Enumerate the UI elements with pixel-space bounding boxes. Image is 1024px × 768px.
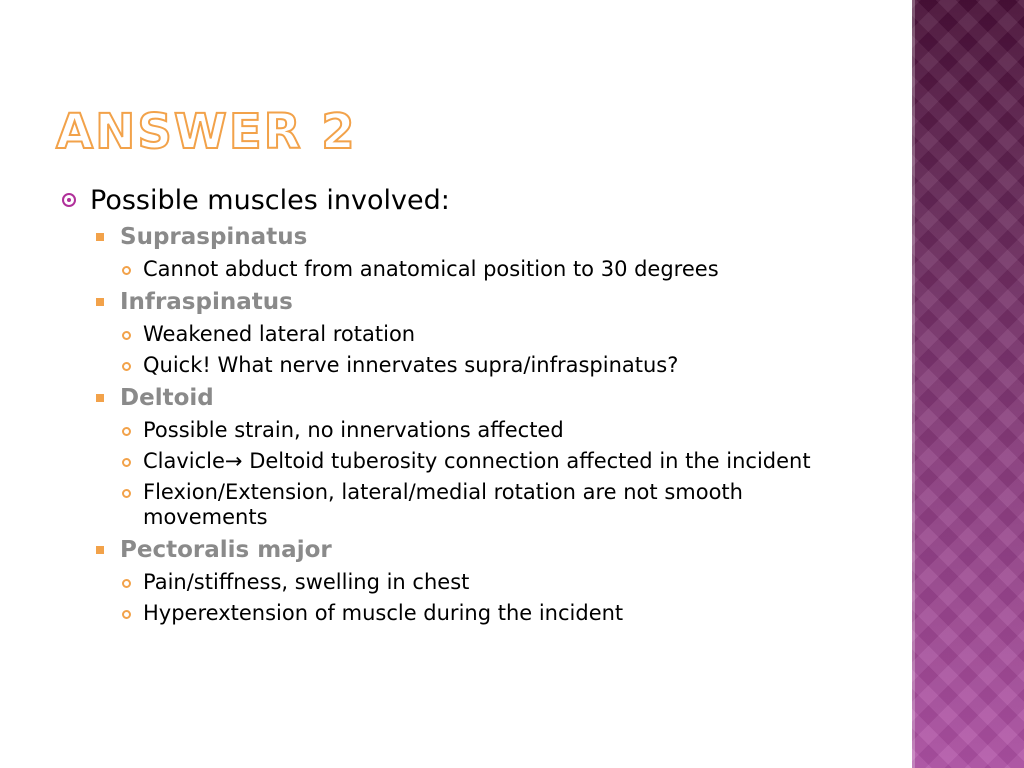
detail-text: Clavicle→ Deltoid tuberosity connection affected in the incident [143,449,811,473]
square-bullet-icon [96,546,104,554]
muscle-name: Supraspinatus [120,224,308,250]
slide-title: ANSWER 2 [56,104,357,160]
muscle-item-pectoralis-major [96,533,882,567]
detail-item [122,319,882,350]
circle-bullet-icon [122,362,131,371]
square-bullet-icon [96,394,104,402]
detail-text: Cannot abduct from anatomical position to 30 degrees [143,257,719,281]
muscle-item-deltoid [96,381,882,415]
detail-text: Pain/stiffness, swelling in chest [143,570,470,594]
detail-text: Possible strain, no innervations affected [143,418,564,442]
detail-item [122,567,882,598]
square-bullet-icon [96,298,104,306]
detail-text: Flexion/Extension, lateral/medial rotation are not smooth movements [143,480,743,529]
detail-item [122,415,882,446]
side-band-edge [912,0,915,768]
circle-bullet-icon [122,266,131,275]
main-bullet-text: Possible muscles involved: [90,184,450,216]
slide-content [62,180,882,629]
detail-item [122,446,882,477]
circle-bullet-icon [122,489,131,498]
muscle-name: Deltoid [120,385,214,411]
circle-bullet-icon [122,579,131,588]
muscle-item-infraspinatus [96,285,882,319]
detail-text: Quick! What nerve innervates supra/infraspinatus? [143,353,679,377]
detail-text: Weakened lateral rotation [143,322,416,346]
muscle-item-supraspinatus [96,220,882,254]
circle-bullet-icon [122,610,131,619]
muscle-name: Infraspinatus [120,289,293,315]
detail-item [122,254,882,285]
circle-bullet-icon [122,331,131,340]
circle-bullet-icon [122,427,131,436]
main-bullet-item [62,180,882,220]
square-bullet-icon [96,233,104,241]
detail-text: Hyperextension of muscle during the incident [143,601,624,625]
decorative-side-band [912,0,1024,768]
target-bullet-icon [62,193,76,207]
muscle-name: Pectoralis major [120,537,332,563]
detail-item [122,598,882,629]
detail-item [122,350,882,381]
circle-bullet-icon [122,458,131,467]
detail-item [122,477,882,533]
